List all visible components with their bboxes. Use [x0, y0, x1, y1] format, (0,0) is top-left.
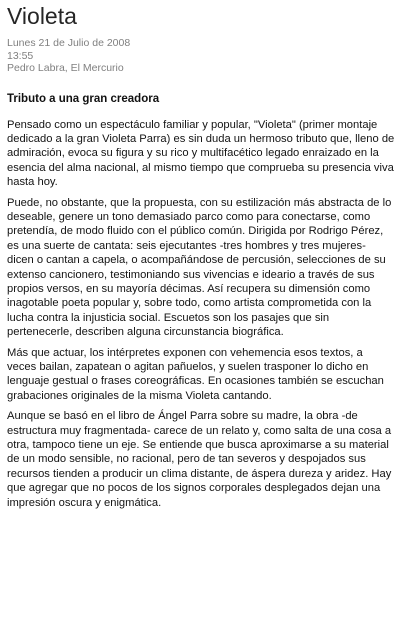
article-title: Violeta: [7, 3, 77, 29]
article: [7, 0, 395, 510]
article-paragraph-3: Más que actuar, los intérpretes exponen con vehemencia esos textos, a veces bailan, zapatean o agitan pañuelos, y suelen trasponer lo dicho en lenguaje gestual o frases coreográficas. En ocasiones también se escuchan grabaciones originales de la misma Violeta cantando.: [7, 346, 384, 402]
article-paragraph-1: Pensado como un espectáculo familiar y popular, "Violeta" (primer montaje dedicado a la gran Violeta Parra) es sin duda un hermoso tributo que, lleno de admiración, evoca su figura y su rico y multifacético legado enraizado en la esencia del alma nacional, al mismo tiempo que comprueba su presencia viva hasta hoy.: [7, 118, 395, 189]
article-byline: Pedro Labra, El Mercurio: [7, 62, 124, 74]
article-paragraph-4: Aunque se basó en el libro de Ángel Parra sobre su madre, la obra -de estructura muy fragmentada- carece de un relato y, como salta de una cosa a otra, tampoco tiene un eje. Se entiende que busca aproximarse a su material de un modo sensible, no racional, pero de tan severos y despojados sus recursos tienden a producir un clima distante, de áspera dureza y aridez. Hay que agregar que no pocos de los signos corporales desplegados dejan una impresión oscura y enigmática.: [7, 410, 392, 509]
article-meta: [7, 37, 395, 75]
article-subtitle: Tributo a una gran creadora: [7, 92, 160, 105]
article-paragraph-2: Puede, no obstante, que la propuesta, con su estilización más abstracta de lo deseable, genere un tono demasiado parco como para conectarse, como pretendía, de modo fluido con el público común. Dirigida por Rodrigo Pérez, es una suerte de cantata: seis ejecutantes -tres hombres y tres mujeres- dicen o cantan a capela, o acompañándose de percusión, selecciones de su extenso cancionero, testimoniando sus vivencias e ideario a través de sus propios versos, en su mayoría décimas. Así recupera su dimensión como inagotable poeta popular y, sobre todo, como artista comprometida con la lucha contra la injusticia social. Escuetos son los pasajes que sin pertenecerle, describen alguna circunstancia biográfica.: [7, 196, 392, 339]
article-time: 13:55: [7, 49, 34, 62]
article-date: Lunes 21 de Julio de 2008: [7, 37, 131, 49]
